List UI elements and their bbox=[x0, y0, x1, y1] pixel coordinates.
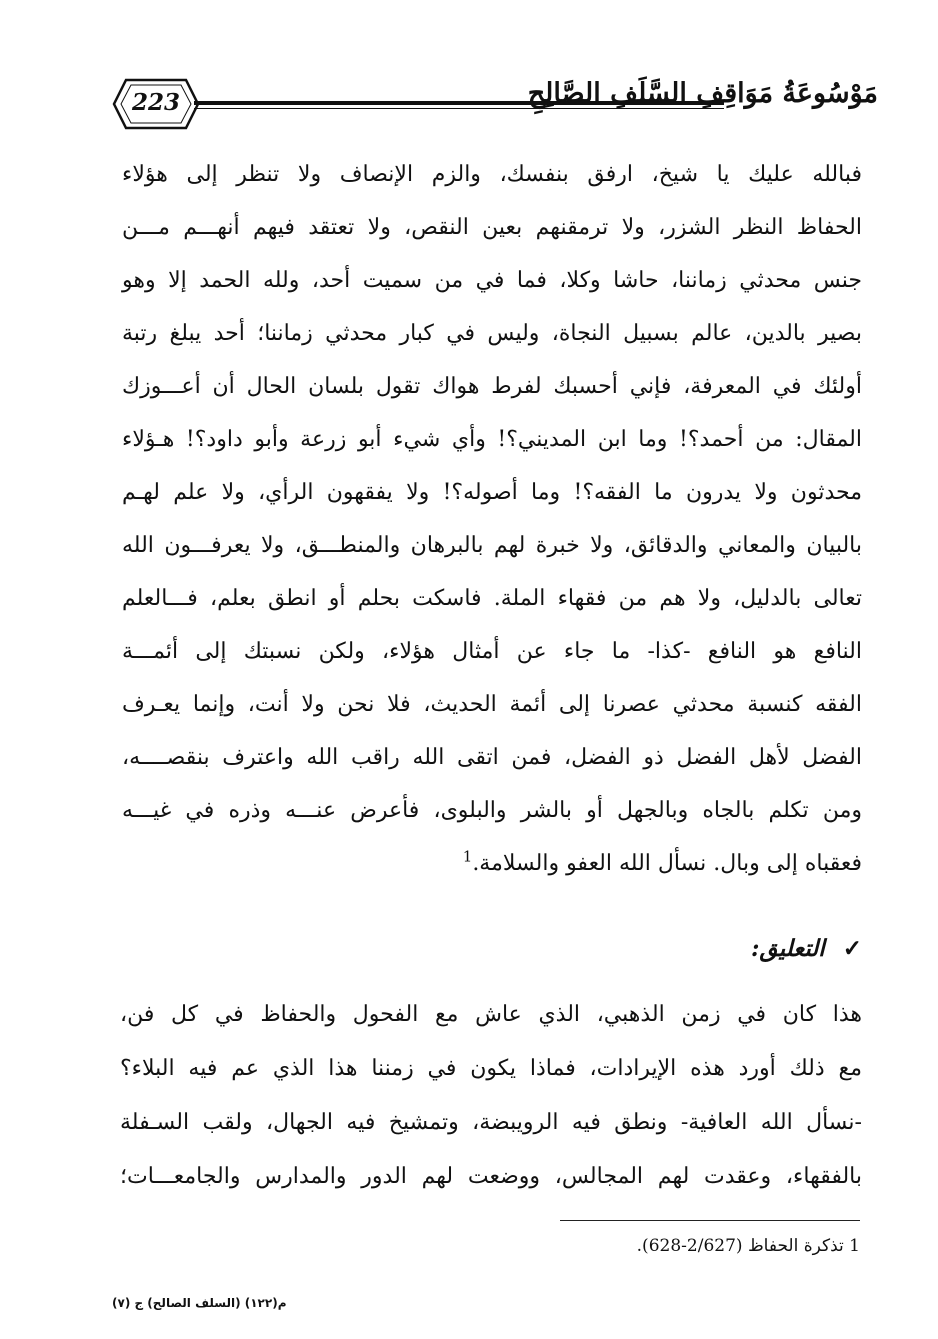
comment-line: -نسأل الله العافية- ونطق فيه الرويبضة، وتمشيخ فيه الجهال، ولقب السـفلة bbox=[120, 1110, 862, 1135]
text-line: المقال: من أحمد؟! وما ابن المديني؟! وأي شيء أبو زرعة وأبو داود؟! هـؤلاء bbox=[122, 427, 862, 452]
footnote bbox=[637, 1236, 860, 1256]
series-title: مَوْسُوعَةُ مَوَاقِفِ السَّلَفِ الصَّالِحِ bbox=[527, 78, 878, 109]
printer-signature: م(١٢٢) (السلف الصالح) ج (٧) bbox=[112, 1296, 287, 1310]
text-line: فبالله عليك يا شيخ، ارفق بنفسك، والزم الإنصاف ولا تنظر إلى هؤلاء bbox=[122, 162, 862, 187]
text-line: الفقه كنسبة محدثي عصرنا إلى أئمة الحديث، فلا نحن ولا أنت، وإنما يعـرف bbox=[122, 692, 862, 717]
text-line: بالبيان والمعاني والدقائق، ولا خبرة لهم بالبرهان والمنطـــق، ولا يعرفـــون الله bbox=[122, 533, 862, 558]
footnote-number: 1 bbox=[849, 1236, 860, 1256]
text-line: النافع هو النافع -كذا- ما جاء عن أمثال هؤلاء، ولكن نسبتك إلى أئمـــة bbox=[122, 639, 862, 664]
text-line-last bbox=[122, 837, 862, 890]
section-heading-label: التعليق: bbox=[751, 935, 825, 962]
text-line: تعالى بالدليل، ولا هم من فقهاء الملة. فاسكت بحلم أو انطق بعلم، فـــالعلم bbox=[122, 586, 862, 611]
text-line: ومن تكلم بالجاه وبالجهل أو بالشر والبلوى، فأعرض عنـــه وذره في غيـــه bbox=[122, 798, 862, 823]
text-line: بصير بالدين، عالم بسبيل النجاة، وليس في كبار محدثي زماننا؛ أحد يبلغ رتبة bbox=[122, 321, 862, 346]
comment-text bbox=[120, 988, 862, 1204]
footnote-divider bbox=[560, 1220, 860, 1221]
page-number: 223 bbox=[131, 89, 180, 116]
text-line: جنس محدثي زماننا، حاشا وكلا، فما في من سميت أحد، ولله الحمد إلا وهو bbox=[122, 268, 862, 293]
comment-line: بالفقهاء، وعقدت لهم المجالس، ووضعت لهم الدور والمدارس والجامعـــات؛ bbox=[120, 1164, 862, 1189]
checkmark-icon: ✓ bbox=[842, 935, 862, 962]
comment-line: هذا كان في زمن الذهبي، الذي عاش مع الفحول والحفاظ في كل فن، bbox=[120, 1002, 862, 1027]
text-line: فعقباه إلى وبال. نسأل الله العفو والسلامة. bbox=[472, 851, 862, 876]
text-line: محدثون ولا يدرون ما الفقه؟! وما أصوله؟! ولا يفقهون الرأي، ولا علم لهـم bbox=[122, 480, 862, 505]
text-line: الفضل لأهل الفضل ذو الفضل، فمن اتقى الله راقب الله واعترف بنقصــــه، bbox=[122, 745, 862, 770]
footnote-reference[interactable]: 1 bbox=[462, 847, 473, 866]
page-header bbox=[112, 70, 878, 140]
comment-line: مع ذلك أورد هذه الإيرادات، فماذا يكون في زمننا هذا الذي عم فيه البلاء؟ bbox=[120, 1056, 862, 1081]
main-text bbox=[122, 148, 862, 890]
text-line: الحفاظ النظر الشزر، ولا ترمقنهم بعين النقص، ولا تعتقد فيهم أنهـــم مـــن bbox=[122, 215, 862, 240]
footnote-text: تذكرة الحفاظ (2/627-628). bbox=[636, 1236, 844, 1256]
text-line: أولئك في المعرفة، فإني أحسبك لفرط هواك تقول بلسان الحال أن أعـــوزك bbox=[122, 374, 862, 399]
section-heading bbox=[751, 935, 862, 962]
page-number-badge bbox=[112, 76, 200, 132]
